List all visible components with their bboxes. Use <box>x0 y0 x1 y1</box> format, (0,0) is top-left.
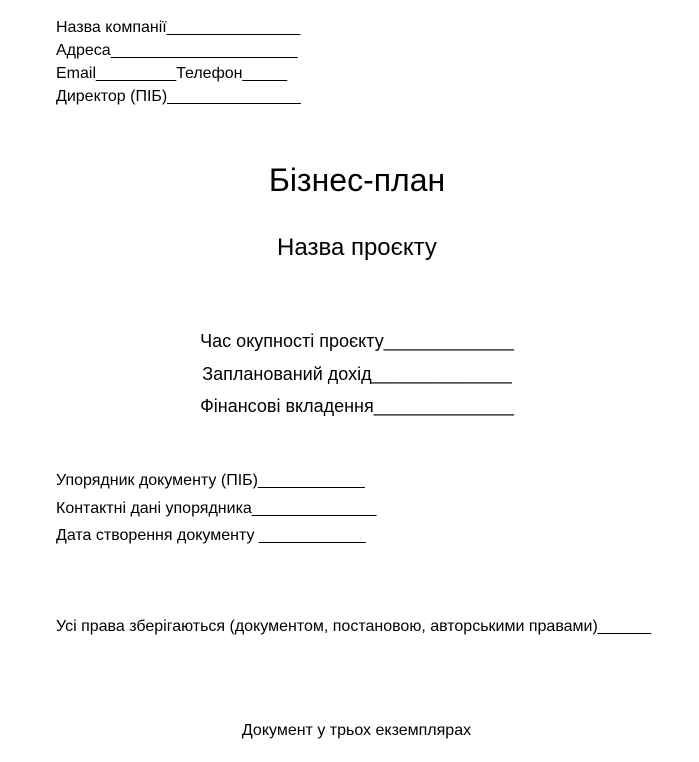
director-field: Директор (ПІБ)_______________ <box>56 88 301 105</box>
email-phone-field: Email_________Телефон_____ <box>56 65 287 82</box>
document-title: Бізнес-план <box>268 162 446 198</box>
planned-income-field: Запланований дохід______________ <box>202 363 512 384</box>
copies-note: Документ у трьох екземплярах <box>241 722 472 739</box>
address-field: Адреса_____________________ <box>56 42 298 59</box>
company-name-field: Назва компанії_______________ <box>56 19 301 36</box>
company-header <box>56 16 301 108</box>
creation-date-field: Дата створення документу ____________ <box>56 527 366 544</box>
project-name: Назва проєкту <box>277 234 437 261</box>
compiler-field: Упорядник документу (ПІБ)____________ <box>56 472 365 489</box>
project-info-block <box>0 325 699 423</box>
rights-notice: Усі права зберігаються (документом, постановою, авторськими правами)______ <box>56 618 652 635</box>
investments-field: Фінансові вкладення______________ <box>200 396 514 416</box>
payback-time-field: Час окупності проєкту_____________ <box>200 331 514 351</box>
compiler-contacts-field: Контактні дані упорядника______________ <box>56 499 377 517</box>
author-info-block <box>56 467 376 550</box>
